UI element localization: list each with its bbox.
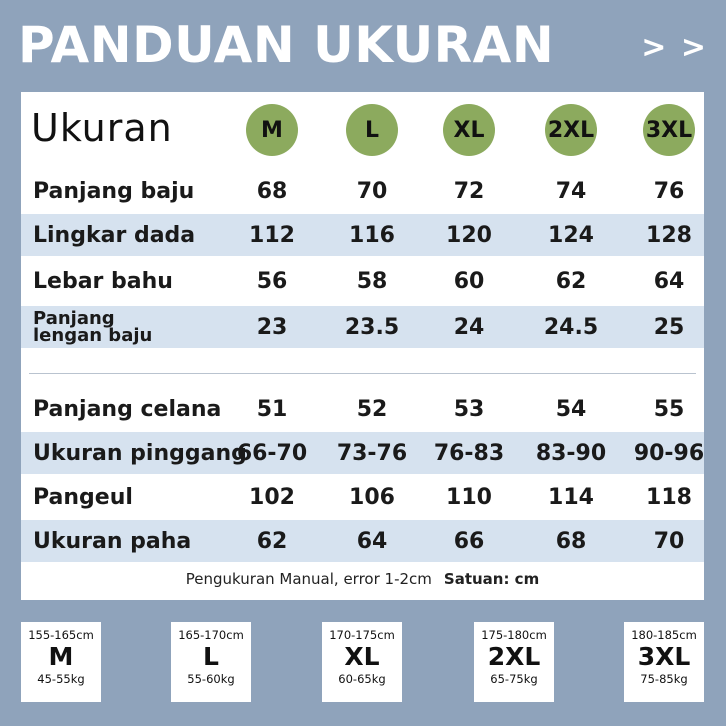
size-recommendation-3xl — [624, 622, 704, 702]
measurement-note — [21, 570, 704, 588]
table-cell: 120 — [446, 222, 492, 248]
row-label-line: lengan baju — [33, 325, 153, 346]
row-label: Ukuran pinggang — [33, 440, 247, 466]
size-badge-l: L — [346, 104, 398, 156]
weight-range: 75-85kg — [640, 672, 688, 686]
size-label: M — [48, 642, 74, 671]
table-row — [21, 520, 704, 562]
table-cell: 83-90 — [535, 440, 607, 466]
size-label: 3XL — [637, 642, 691, 671]
note-text: Pengukuran Manual, error 1-2cm — [185, 570, 432, 588]
table-cell: 76-83 — [433, 440, 505, 466]
size-recommendation-xl — [322, 622, 402, 702]
size-badge-2xl: 2XL — [545, 104, 597, 156]
table-cell: 23 — [256, 314, 288, 340]
table-row — [21, 476, 704, 518]
size-badge-m: M — [246, 104, 298, 156]
table-row — [21, 260, 704, 302]
weight-range: 45-55kg — [37, 672, 85, 686]
table-cell: 64 — [653, 268, 685, 294]
table-cell: 110 — [446, 484, 492, 510]
table-cell: 102 — [249, 484, 295, 510]
table-row — [21, 388, 704, 430]
height-range: 165-170cm — [178, 628, 244, 642]
table-cell: 70 — [653, 528, 685, 554]
height-range: 180-185cm — [631, 628, 697, 642]
table-cell: 62 — [256, 528, 288, 554]
size-recommendation-m — [21, 622, 101, 702]
table-cell: 118 — [646, 484, 692, 510]
weight-range: 60-65kg — [338, 672, 386, 686]
table-cell: 23.5 — [344, 314, 400, 340]
row-label: Pangeul — [33, 484, 133, 510]
table-cell: 62 — [555, 268, 587, 294]
row-label: Panjang baju — [33, 178, 195, 204]
table-cell: 114 — [548, 484, 594, 510]
table-cell: 54 — [555, 396, 587, 422]
chevron-right-icon[interactable]: > > — [641, 30, 708, 65]
row-label: Lingkar dada — [33, 222, 196, 248]
size-badge-3xl: 3XL — [643, 104, 695, 156]
row-label: Panjang celana — [33, 396, 222, 422]
table-cell: 73-76 — [336, 440, 408, 466]
row-label — [21, 310, 235, 344]
table-row — [21, 214, 704, 256]
row-label: Lebar bahu — [33, 268, 173, 294]
table-cell: 60 — [453, 268, 485, 294]
table-cell: 124 — [548, 222, 594, 248]
weight-range: 55-60kg — [187, 672, 235, 686]
size-recommendation-l — [171, 622, 251, 702]
table-cell: 74 — [555, 178, 587, 204]
table-cell: 53 — [453, 396, 485, 422]
table-cell: 128 — [646, 222, 692, 248]
size-header-label: Ukuran — [31, 106, 173, 150]
table-cell: 55 — [653, 396, 685, 422]
row-label-line: Panjang — [33, 308, 115, 329]
table-cell: 72 — [453, 178, 485, 204]
table-row — [21, 432, 704, 474]
section-divider — [29, 373, 696, 374]
height-range: 155-165cm — [28, 628, 94, 642]
table-cell: 52 — [356, 396, 388, 422]
size-recommendation-2xl — [474, 622, 554, 702]
size-badge-xl: XL — [443, 104, 495, 156]
table-cell: 68 — [555, 528, 587, 554]
size-label: XL — [344, 642, 380, 671]
table-cell: 24 — [453, 314, 485, 340]
table-cell: 64 — [356, 528, 388, 554]
table-cell: 90-96 — [633, 440, 705, 466]
table-cell: 56 — [256, 268, 288, 294]
height-range: 175-180cm — [481, 628, 547, 642]
table-cell: 24.5 — [543, 314, 599, 340]
table-cell: 66 — [453, 528, 485, 554]
table-cell: 106 — [349, 484, 395, 510]
table-cell: 76 — [653, 178, 685, 204]
table-row — [21, 306, 704, 348]
table-cell: 112 — [249, 222, 295, 248]
table-cell: 70 — [356, 178, 388, 204]
row-label: Ukuran paha — [33, 528, 192, 554]
table-cell: 51 — [256, 396, 288, 422]
size-chart-card — [21, 92, 704, 600]
table-cell: 58 — [356, 268, 388, 294]
table-cell: 116 — [349, 222, 395, 248]
table-cell: 66-70 — [236, 440, 308, 466]
size-label: 2XL — [487, 642, 541, 671]
table-row — [21, 170, 704, 212]
table-cell: 68 — [256, 178, 288, 204]
size-label: L — [203, 642, 219, 671]
table-cell: 25 — [653, 314, 685, 340]
height-range: 170-175cm — [329, 628, 395, 642]
weight-range: 65-75kg — [490, 672, 538, 686]
page-title: PANDUAN UKURAN — [18, 16, 555, 74]
unit-text: Satuan: cm — [443, 570, 540, 588]
